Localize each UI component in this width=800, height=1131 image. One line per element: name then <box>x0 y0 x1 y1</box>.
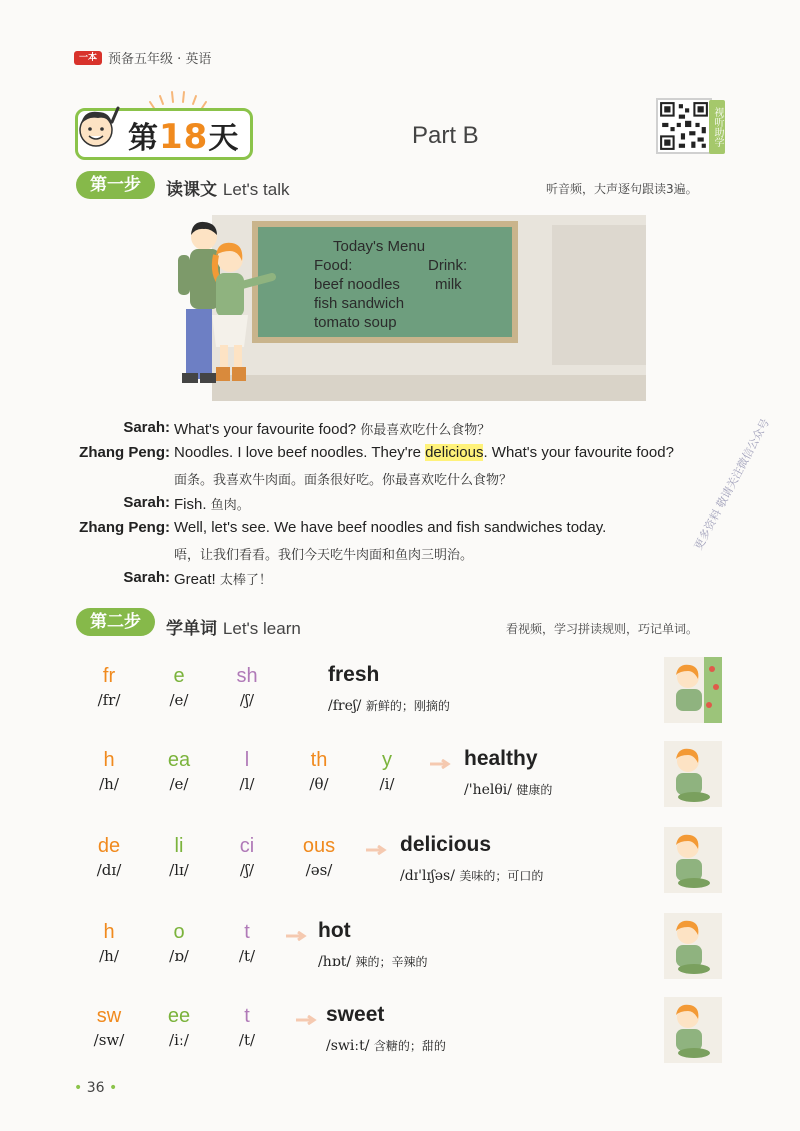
phonics-ipa: /θ/ <box>309 775 329 793</box>
sun-rays-icon <box>148 88 208 110</box>
dialogue-en-before: Noodles. I love beef noodles. They're <box>174 444 426 461</box>
dialogue-en: What's your favourite food? <box>174 421 357 438</box>
vocab-word: sweet <box>326 1003 385 1026</box>
qr-code-icon[interactable] <box>656 98 712 154</box>
dialogue-zh: 面条。我喜欢牛肉面。面条很好吃。你最喜欢吃什么食物？ <box>174 473 513 488</box>
phonics-chunk: o <box>173 921 185 943</box>
phonics-ipa: /h/ <box>99 775 119 793</box>
arrow-right-icon <box>296 1015 318 1025</box>
phonics-ipa: /t/ <box>238 947 256 965</box>
page-number: • 36 • <box>74 1080 118 1096</box>
menu-drink-item: milk <box>435 276 462 293</box>
dialogue-en-after: . What's your favourite food? <box>483 444 674 461</box>
phonics-chunk: sh <box>236 665 258 687</box>
menu-food-item: fish sandwich <box>314 295 405 312</box>
phonics-ipa: /fr/ <box>97 691 121 709</box>
vocab-meaning: 辣的；辛辣的 <box>355 955 428 969</box>
phonics-ipa: /e/ <box>169 775 189 793</box>
girl-eating-illustration <box>664 827 722 893</box>
dialogue-line: Well, let's see. We have beef noodles and fish sandwiches today. <box>174 519 607 536</box>
day-label <box>128 113 239 157</box>
qr-label: 视听助学 <box>709 100 725 154</box>
arrow-right-icon <box>366 845 388 855</box>
step2-title-zh: 学单词 <box>166 619 217 639</box>
phonics-ipa: /i/ <box>379 775 395 793</box>
phonics-chunk: de <box>97 835 121 857</box>
phonics-ipa: /l/ <box>239 775 255 793</box>
highlighted-word: delicious <box>425 444 484 461</box>
vocab-definition <box>400 867 543 884</box>
phonics-chunk: ee <box>167 1005 191 1027</box>
phonics-chunk: sw <box>96 1005 122 1027</box>
phonics-ipa: /lɪ/ <box>169 861 189 879</box>
phonics-chunk: th <box>310 749 328 771</box>
phonics-chunk: ous <box>302 835 336 857</box>
vocab-ipa: /hɒt/ <box>318 954 352 970</box>
step1-title-zh: 读课文 <box>166 180 217 200</box>
page-number-value: 36 <box>86 1080 105 1096</box>
vocab-definition <box>464 781 552 798</box>
vocab-ipa: /swiːt/ <box>326 1038 370 1054</box>
step2-note: 看视频，学习拼读规则，巧记单词。 <box>506 622 699 636</box>
menu-food-item: beef noodles <box>314 276 400 293</box>
phonics-chunk: ea <box>167 749 191 771</box>
phonics-ipa: /h/ <box>99 947 119 965</box>
dialogue-line <box>174 494 250 513</box>
phonics-ipa: /ʃ/ <box>239 861 255 879</box>
dialogue-zh: 太棒了！ <box>219 573 272 588</box>
phonics-ipa: /əs/ <box>305 861 333 879</box>
phonics-ipa: /dɪ/ <box>96 861 122 879</box>
vocab-word: delicious <box>400 833 492 856</box>
watermark: 更多资料 敬请关注微信公众号 <box>691 416 773 553</box>
dialogue-speaker: Sarah: <box>123 419 170 436</box>
menu-food-item: tomato soup <box>314 314 397 331</box>
phonics-chunk: h <box>103 921 115 943</box>
dialogue-line <box>174 444 674 461</box>
vocab-word: hot <box>318 919 351 942</box>
arrow-right-icon <box>286 931 308 941</box>
header-title: 预备五年级 · 英语 <box>108 52 212 67</box>
girl-eating-illustration <box>664 997 722 1063</box>
vocab-ipa: /'helθi/ <box>464 782 512 798</box>
vocab-meaning: 美味的；可口的 <box>459 869 544 883</box>
dialogue-line <box>174 569 272 588</box>
menu-food-label: Food: <box>314 257 353 274</box>
dialogue-speaker: Sarah: <box>123 569 170 586</box>
vocab-definition <box>326 1037 446 1054</box>
dialogue-speaker: Sarah: <box>123 494 170 511</box>
phonics-chunk: fr <box>102 665 116 687</box>
phonics-chunk: t <box>244 921 250 943</box>
arrow-right-icon <box>430 759 452 769</box>
day-prefix: 第 <box>128 121 159 156</box>
brand-logo: 一本 <box>74 51 102 65</box>
step2-title <box>166 614 301 639</box>
day-number: 18 <box>159 117 209 157</box>
phonics-chunk: e <box>173 665 185 687</box>
day-suffix: 天 <box>208 121 240 156</box>
phonics-ipa: /ɒ/ <box>169 947 189 965</box>
phonics-ipa: /ʃ/ <box>239 691 255 709</box>
vocab-meaning: 含糖的；甜的 <box>373 1039 446 1053</box>
dialogue-line <box>174 419 490 438</box>
step1-pill: 第一步 <box>76 171 155 199</box>
dialogue-zh: 你最喜欢吃什么食物？ <box>360 423 491 438</box>
step1-title <box>166 175 289 200</box>
boy-mascot-icon <box>76 104 120 156</box>
vocab-ipa: /dɪ'lɪʃəs/ <box>400 868 455 884</box>
vocab-word: fresh <box>328 663 380 686</box>
phonics-chunk: y <box>382 749 392 771</box>
dialogue-en: Great! <box>174 571 216 588</box>
girl-eating-illustration <box>664 741 722 807</box>
girl-eating-illustration <box>664 913 722 979</box>
phonics-chunk: l <box>244 749 250 771</box>
phonics-ipa: /iː/ <box>169 1031 189 1049</box>
girl-eating-illustration <box>664 657 722 723</box>
step2-title-en: Let's learn <box>222 619 301 638</box>
vocab-definition <box>318 953 428 970</box>
vocab-word: healthy <box>464 747 538 770</box>
dialogue-speaker: Zhang Peng: <box>79 444 170 461</box>
phonics-ipa: /sw/ <box>93 1031 125 1049</box>
step2-pill: 第二步 <box>76 608 155 636</box>
phonics-chunk: li <box>174 835 184 857</box>
vocab-definition <box>328 697 450 714</box>
phonics-ipa: /e/ <box>169 691 189 709</box>
part-title: Part B <box>412 122 479 149</box>
phonics-chunk: h <box>103 749 115 771</box>
vocab-meaning: 新鲜的；刚摘的 <box>365 699 450 713</box>
step1-title-en: Let's talk <box>222 180 290 199</box>
vocab-meaning: 健康的 <box>516 783 553 797</box>
vocab-ipa: /freʃ/ <box>328 698 362 714</box>
dialogue-zh: 唔，让我们看看。我们今天吃牛肉面和鱼肉三明治。 <box>174 548 474 563</box>
menu-drink-label: Drink: <box>428 257 468 274</box>
phonics-chunk: t <box>244 1005 250 1027</box>
menu-title: Today's Menu <box>333 238 426 255</box>
phonics-chunk: ci <box>239 835 255 857</box>
step1-note: 听音频，大声逐句跟读3遍。 <box>546 182 698 196</box>
dialogue-en: Fish. <box>174 496 207 513</box>
dialogue-speaker: Zhang Peng: <box>79 519 170 536</box>
dialogue-zh: 鱼肉。 <box>210 498 250 513</box>
phonics-ipa: /t/ <box>238 1031 256 1049</box>
